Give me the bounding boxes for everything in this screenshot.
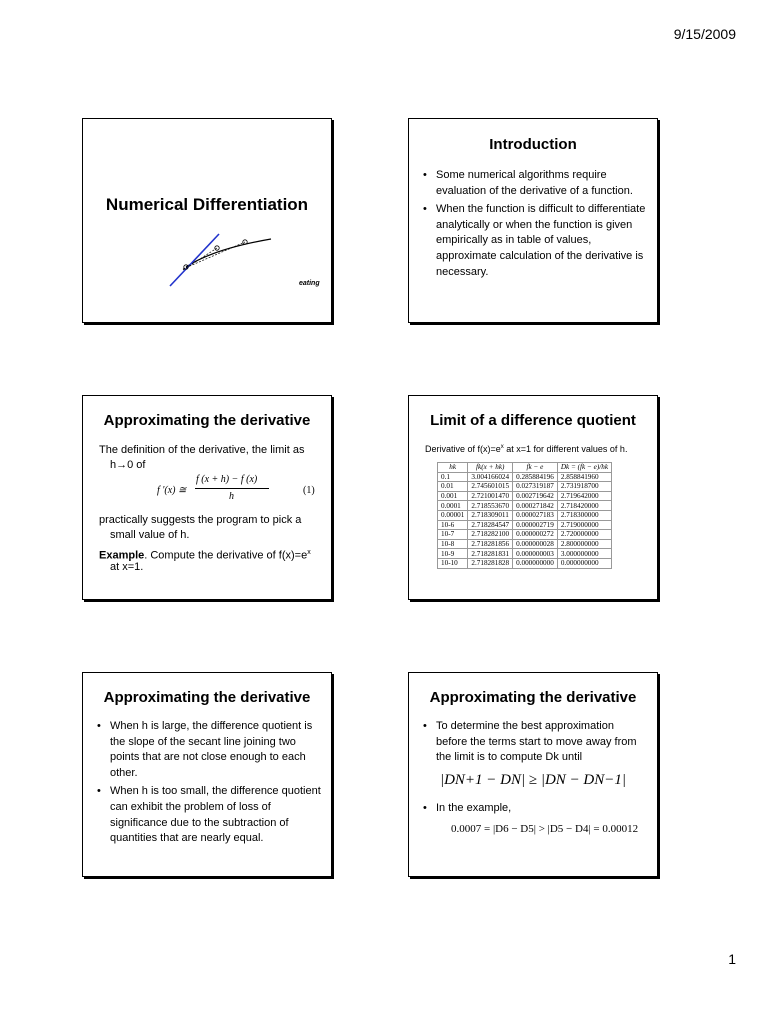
table-cell: 2.719642000 [557, 491, 611, 501]
table-cell: 0.000000028 [513, 539, 558, 549]
table-cell: 2.858841960 [557, 472, 611, 482]
table-row [438, 530, 612, 540]
table-caption [425, 444, 627, 454]
table-cell: 0.000000272 [513, 530, 558, 540]
body-text: practically suggests the program to pick a [99, 514, 302, 526]
slide-heading: Introduction [489, 136, 577, 153]
body-text: small value of h. [110, 529, 190, 541]
table-cell: 2.800000000 [557, 539, 611, 549]
table-cell: 2.718309011 [468, 510, 513, 520]
fraction-bar [195, 488, 269, 489]
table-cell: 10-10 [438, 558, 468, 568]
difference-quotient-table [437, 462, 612, 569]
example-text: . Compute the derivative of f(x)=e [144, 549, 308, 562]
tangent-secant-illustration [83, 119, 332, 323]
table-header: fk(x + hk) [468, 463, 513, 473]
formula-numerator: f (x + h) − f (x) [196, 474, 258, 485]
bullet-item: • In the example, [423, 801, 647, 817]
table-cell: 0.000002719 [513, 520, 558, 530]
table-cell: 2.718420000 [557, 501, 611, 511]
slide-heading: Approximating the derivative [103, 689, 311, 706]
table-cell: 0.00001 [438, 510, 468, 520]
example-line-2: at x=1. [110, 561, 144, 573]
header-date: 9/15/2009 [673, 26, 736, 42]
table-row [438, 482, 612, 492]
slide-title [82, 118, 332, 323]
bullet-item: • When the function is difficult to differentiate analytically or when the function is given empirically as in table of values, approximate calculation of the derivative is necessary. [423, 202, 647, 280]
table-cell: 0.000000003 [513, 549, 558, 559]
table-cell: 0.1 [438, 472, 468, 482]
stopping-criterion-formula: |DN+1 − DN| ≥ |DN − DN−1| [439, 772, 627, 788]
example-superscript: x [307, 549, 311, 556]
table-cell: 2.720000000 [557, 530, 611, 540]
table-cell: 3.000000000 [557, 549, 611, 559]
table-cell: 2.718282100 [468, 530, 513, 540]
formula-denominator: h [229, 491, 234, 502]
bullet-item: • When h is too small, the difference quotient can exhibit the problem of loss of significance due to the subtraction of quantities that are nearly equal. [97, 784, 321, 846]
bullet-item: • Some numerical algorithms require evaluation of the derivative of a function. [423, 168, 647, 199]
table-header: fk − e [513, 463, 558, 473]
table-cell: 2.718281828 [468, 558, 513, 568]
table-cell: 2.719000000 [557, 520, 611, 530]
table-header: Dk = (fk − e)/hk [557, 463, 611, 473]
table-cell: 2.731918700 [557, 482, 611, 492]
page-number: 1 [728, 951, 736, 967]
table-cell: 2.718281856 [468, 539, 513, 549]
body-text: h→0 of [110, 459, 146, 471]
caption-superscript: x [500, 444, 504, 450]
slide-title-heading: Numerical Differentiation [105, 195, 309, 214]
table-row [438, 491, 612, 501]
table-cell: 10-9 [438, 549, 468, 559]
slide-heading: Limit of a difference quotient [430, 412, 636, 429]
table-cell: 10-8 [438, 539, 468, 549]
bullet-item: • When h is large, the difference quotient is the slope of the secant line joining two points that are not close enough to each other. [97, 719, 321, 781]
table-cell: 10-7 [438, 530, 468, 540]
table-cell: 0.285884196 [513, 472, 558, 482]
caption-text-rest: at x=1 for different values of h. [503, 444, 628, 454]
table-cell: 2.745601015 [468, 482, 513, 492]
table-cell: 3.004166024 [468, 472, 513, 482]
table-row [438, 472, 612, 482]
caption-text: Derivative of f(x)=e [425, 444, 501, 454]
table-cell: 0.027319187 [513, 482, 558, 492]
table-row [438, 501, 612, 511]
table-cell: 0.0001 [438, 501, 468, 511]
table-cell: 2.718300000 [557, 510, 611, 520]
table-cell: 0.000000000 [513, 558, 558, 568]
slide-approximating-stopping [408, 672, 658, 877]
table-row [438, 510, 612, 520]
slide-introduction [408, 118, 658, 323]
body-text: The definition of the derivative, the limit as [99, 444, 305, 456]
slide-approximating-h-size [82, 672, 332, 877]
derivative-formula [157, 474, 327, 508]
table-cell: 0.000000000 [557, 558, 611, 568]
table-cell: 2.718281831 [468, 549, 513, 559]
table-cell: 0.002719642 [513, 491, 558, 501]
bullet-item: • To determine the best approximation before the terms start to move away from the limit is to compute Dk until [423, 719, 647, 766]
table-cell: 0.000271842 [513, 501, 558, 511]
slide-limit-difference-quotient [408, 395, 658, 600]
table-cell: 0.001 [438, 491, 468, 501]
table-cell: 0.000027183 [513, 510, 558, 520]
slide-heading: Approximating the derivative [429, 689, 637, 706]
formula-tag: (1) [303, 485, 315, 496]
table-body [438, 472, 612, 568]
table-header: hk [438, 463, 468, 473]
table-row [438, 549, 612, 559]
table-cell: 2.718553670 [468, 501, 513, 511]
table-row [438, 520, 612, 530]
table-cell: 0.01 [438, 482, 468, 492]
table-cell: 2.721001470 [468, 491, 513, 501]
slide-title-caption: eating [299, 280, 320, 287]
table-cell: 10-6 [438, 520, 468, 530]
example-inequality: 0.0007 = |D6 − D5| > |D5 − D4| = 0.00012 [451, 823, 639, 835]
slide-approximating-definition [82, 395, 332, 600]
example-label: Example [99, 549, 145, 562]
formula-lhs: f '(x) ≅ [157, 485, 187, 496]
table-row [438, 539, 612, 549]
slide-heading: Approximating the derivative [103, 412, 311, 429]
table-row [438, 558, 612, 568]
table-cell: 2.718284547 [468, 520, 513, 530]
